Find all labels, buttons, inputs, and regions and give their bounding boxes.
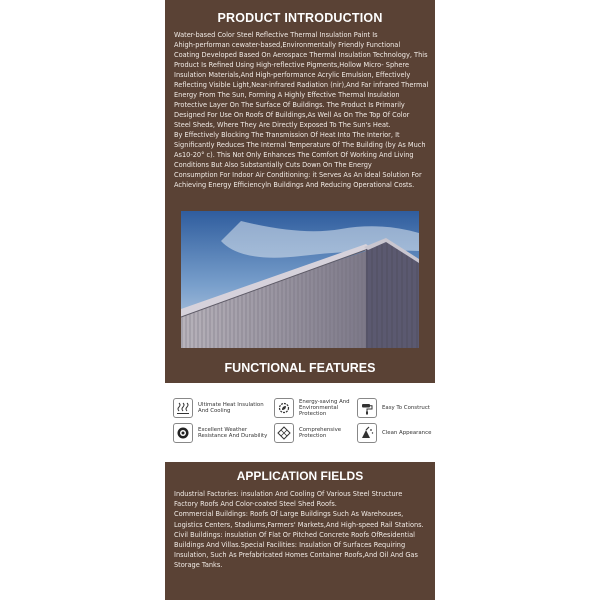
feature-energy-saving: [274, 397, 350, 419]
application-fields-section: [165, 462, 435, 600]
functional-features-grid: [165, 383, 435, 463]
section-title: APPLICATION FIELDS: [236, 469, 364, 483]
feature-weather-resistance: [173, 422, 267, 444]
diamond-grid-icon: [274, 423, 294, 443]
leaf-gear-icon: [274, 398, 294, 418]
feature-label: Clean Appearance: [382, 430, 432, 436]
features-title: FUNCTIONAL FEATURES: [224, 361, 376, 375]
feature-clean-appearance: [357, 422, 431, 444]
building-illustration: [181, 211, 419, 348]
product-introduction-section: [165, 0, 435, 383]
feature-label: Ultimate Heat Insulation And Cooling: [198, 402, 264, 414]
cleaning-icon: [357, 423, 377, 443]
steel-building-photo: [181, 211, 419, 348]
applications-paragraph: Industrial Factories: insulation And Cooling Of Various Steel Structure Factory Roofs And Color-coated Steel Shed Roofs. Commercial Buildings: Roofs Of Large Buildings Such As Warehouses, Logistics Centers, Stadiums,Farmers' Markets,And High-speed Rail Stations. Civil Buildings: insulation Of Flat Or Pitched Concrete Roofs OfResidential Buildings And Villas.Special Facilities: Insulation Of Surfaces Requiring Insulation, Such As Prefabricated Homes Container Roofs,And Oil And Gas Storage Tanks.: [174, 490, 424, 570]
product-page: [165, 0, 435, 600]
feature-label: Easy To Construct: [382, 405, 430, 411]
feature-heat-insulation: [173, 397, 264, 419]
feature-label: Energy-saving And Environmental Protection: [299, 399, 350, 417]
intro-paragraph: Water-based Color Steel Reflective Thermal Insulation Paint Is Ahigh-performan cewater-based,Environmentally Friendly Functional Coating Developed Based On Aerospace Thermal Insulation Technology, This Product Is Refined Using High-reflective Pigments,Hollow Micro- Sphere Insulation Materials,And High-performance Acrylic Emulsion, Effectively Reflecting Visible Light,Near-infrared Radiation (nir),And Far infrared Thermal Energy From The Sun, Forming A Highly Effective Thermal Insulation Protective Layer On The Surface Of Buildings. The Product Is Primarily Designed For Use On Roofs Of Buildings,As Well As On The Top Of Color Steel Sheds, Where They Are Directly Exposed To The Sun's Heat. By Effectively Blocking The Transmission Of Heat Into The Interior, It Significantly Reduces The Internal Temperature Of The Building (by As Much As10-20° c). This Not Only Enhances The Comfort Of Working And Living Conditions But Also Substantially Cuts Down On The Energy Consumption For Indoor Air Conditioning: it Serves As An Ideal Solution For Achieving Energy Efficiencyln Buildings And Reducing Operational Costs.: [174, 31, 429, 189]
weather-shield-icon: [173, 423, 193, 443]
feature-comprehensive-protection: [274, 422, 341, 444]
heat-waves-icon: [173, 398, 193, 418]
paint-roller-icon: [357, 398, 377, 418]
feature-label: Comprehensive Protection: [299, 427, 342, 439]
section-title: PRODUCT INTRODUCTION: [217, 11, 383, 25]
feature-easy-construct: [357, 397, 430, 419]
feature-label: Excellent Weather Resistance And Durability: [198, 427, 268, 439]
